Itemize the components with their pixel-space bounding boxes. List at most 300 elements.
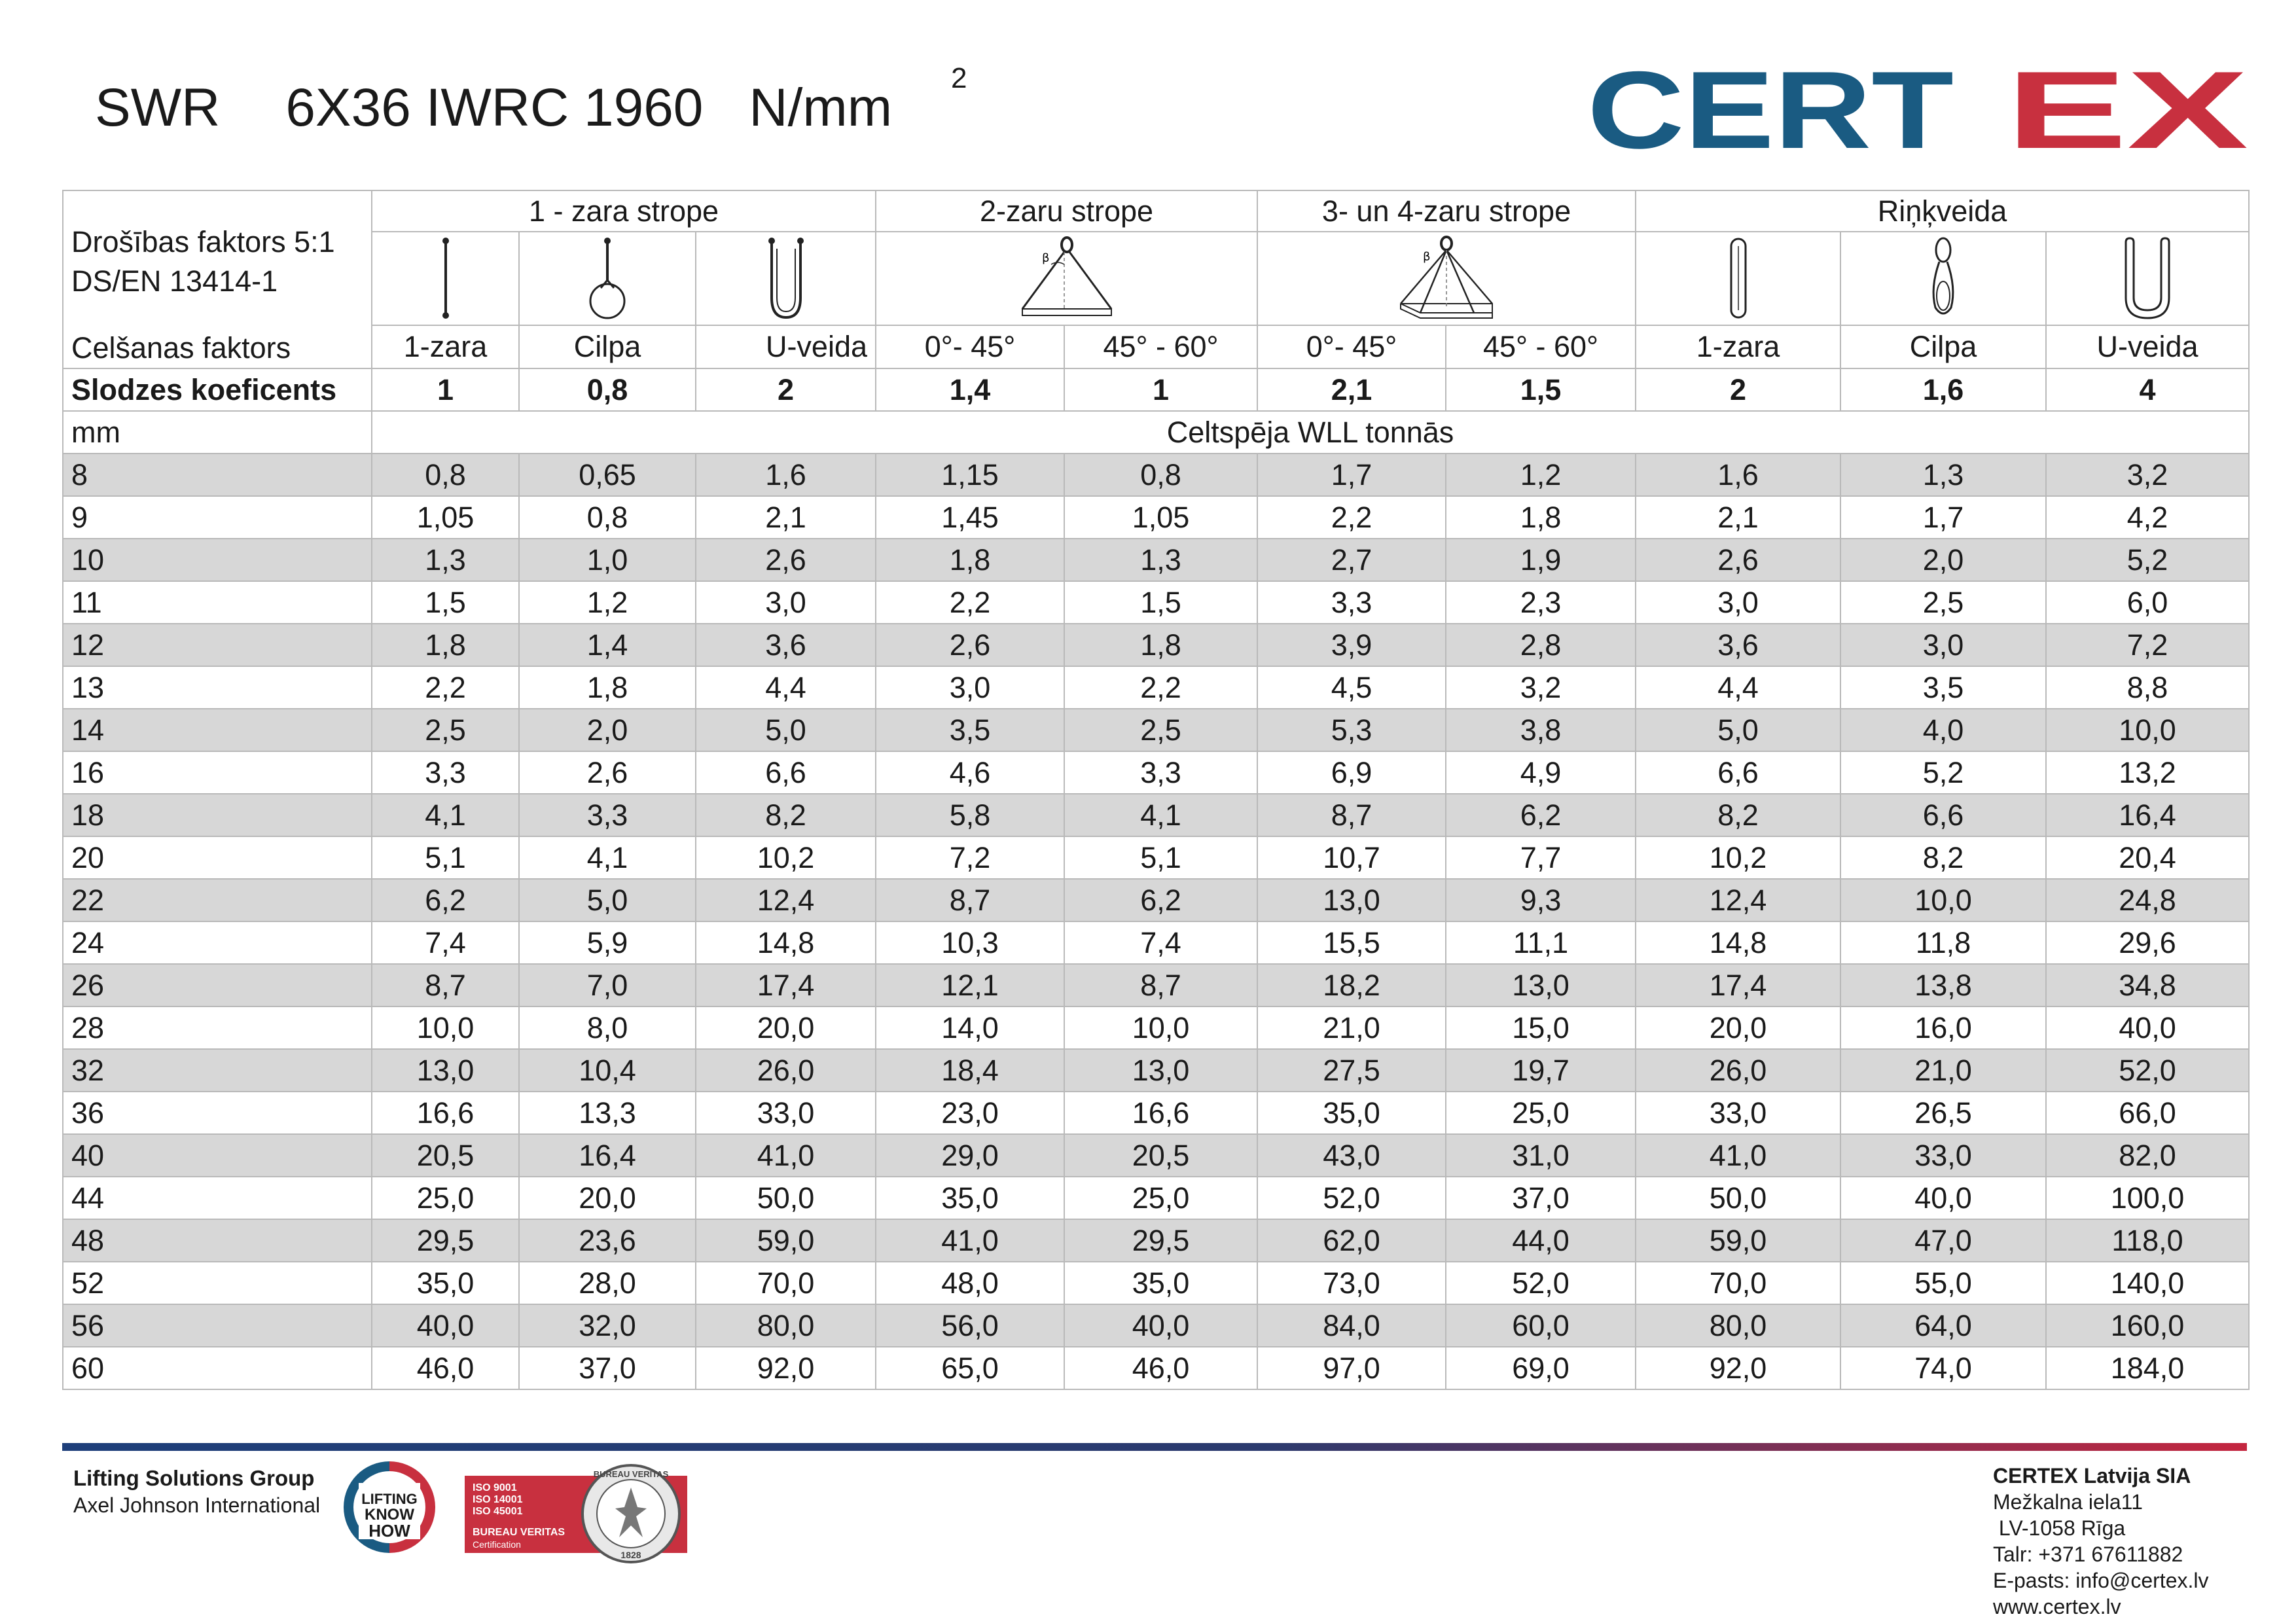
table-row bbox=[63, 1304, 2249, 1347]
capacity-cell: 6,2 bbox=[1446, 794, 1636, 836]
group-header-endless: Riņķveida bbox=[1636, 190, 2249, 232]
capacity-cell: 4,2 bbox=[2046, 496, 2249, 539]
capacity-cell: 74,0 bbox=[1840, 1347, 2046, 1389]
capacity-cell: 13,0 bbox=[1064, 1049, 1257, 1092]
capacity-cell: 2,7 bbox=[1257, 539, 1446, 581]
group-header-1-leg: 1 - zara strope bbox=[372, 190, 876, 232]
capacity-cell: 32,0 bbox=[519, 1304, 696, 1347]
four-leg-sling-icon bbox=[1257, 232, 1636, 325]
capacity-cell: 3,0 bbox=[696, 581, 876, 624]
capacity-cell: 10,0 bbox=[2046, 709, 2249, 751]
diameter-cell: 32 bbox=[63, 1049, 372, 1092]
capacity-cell: 21,0 bbox=[1257, 1007, 1446, 1049]
capacity-cell: 140,0 bbox=[2046, 1262, 2249, 1304]
diameter-cell: 13 bbox=[63, 666, 372, 709]
capacity-cell: 6,9 bbox=[1257, 751, 1446, 794]
capacity-cell: 70,0 bbox=[1636, 1262, 1840, 1304]
capacity-cell: 16,0 bbox=[1840, 1007, 2046, 1049]
capacity-cell: 13,8 bbox=[1840, 964, 2046, 1007]
diameter-cell: 10 bbox=[63, 539, 372, 581]
lifting-know-how-logo bbox=[340, 1458, 439, 1556]
capacity-cell: 5,8 bbox=[876, 794, 1064, 836]
capacity-cell: 7,7 bbox=[1446, 836, 1636, 879]
capacity-cell: 47,0 bbox=[1840, 1219, 2046, 1262]
capacity-cell: 34,8 bbox=[2046, 964, 2249, 1007]
capacity-cell: 1,6 bbox=[696, 454, 876, 496]
company-name: CERTEX Latvija SIA bbox=[1993, 1464, 2191, 1488]
group-header-3-4-leg: 3- un 4-zaru strope bbox=[1257, 190, 1636, 232]
capacity-cell: 8,2 bbox=[696, 794, 876, 836]
coef-value: 0,8 bbox=[519, 368, 696, 411]
title-swr: SWR bbox=[95, 78, 221, 137]
capacity-cell: 0,8 bbox=[519, 496, 696, 539]
capacity-cell: 8,7 bbox=[1257, 794, 1446, 836]
capacity-cell: 2,8 bbox=[1446, 624, 1636, 666]
lkh-line-2: KNOW bbox=[365, 1506, 414, 1524]
phone-line: Talr: +371 67611882 bbox=[1993, 1543, 2183, 1566]
certex-logo bbox=[1587, 71, 2248, 157]
capacity-cell: 20,5 bbox=[372, 1134, 519, 1177]
capacity-cell: 1,2 bbox=[519, 581, 696, 624]
sub-header-3: U-veida bbox=[696, 325, 876, 368]
capacity-cell: 24,8 bbox=[2046, 879, 2249, 921]
table-row bbox=[63, 1134, 2249, 1177]
capacity-cell: 55,0 bbox=[1840, 1262, 2046, 1304]
capacity-cell: 0,8 bbox=[1064, 454, 1257, 496]
capacity-cell: 6,2 bbox=[372, 879, 519, 921]
capacity-cell: 52,0 bbox=[1257, 1177, 1446, 1219]
website-line: www.certex.lv bbox=[1993, 1595, 2121, 1618]
capacity-cell: 80,0 bbox=[1636, 1304, 1840, 1347]
iso-line: Certification bbox=[473, 1539, 521, 1550]
table-row bbox=[63, 964, 2249, 1007]
iso-line: ISO 14001 bbox=[473, 1494, 523, 1505]
capacity-cell: 73,0 bbox=[1257, 1262, 1446, 1304]
capacity-cell: 1,5 bbox=[372, 581, 519, 624]
capacity-cell: 2,0 bbox=[1840, 539, 2046, 581]
data-rows bbox=[63, 454, 2249, 1389]
bureau-veritas-seal bbox=[579, 1461, 683, 1566]
capacity-cell: 13,2 bbox=[2046, 751, 2249, 794]
capacity-cell: 12,4 bbox=[1636, 879, 1840, 921]
diameter-cell: 14 bbox=[63, 709, 372, 751]
capacity-cell: 4,0 bbox=[1840, 709, 2046, 751]
diameter-cell: 40 bbox=[63, 1134, 372, 1177]
coef-value: 1,5 bbox=[1446, 368, 1636, 411]
coef-value: 1,4 bbox=[876, 368, 1064, 411]
capacity-cell: 4,5 bbox=[1257, 666, 1446, 709]
capacity-cell: 10,7 bbox=[1257, 836, 1446, 879]
coef-value: 2 bbox=[1636, 368, 1840, 411]
coef-label: Slodzes koeficents bbox=[63, 368, 372, 411]
capacity-cell: 14,8 bbox=[696, 921, 876, 964]
capacity-cell: 2,1 bbox=[1636, 496, 1840, 539]
coef-value: 1,6 bbox=[1840, 368, 2046, 411]
capacity-cell: 100,0 bbox=[2046, 1177, 2249, 1219]
capacity-cell: 60,0 bbox=[1446, 1304, 1636, 1347]
capacity-cell: 70,0 bbox=[696, 1262, 876, 1304]
capacity-cell: 20,5 bbox=[1064, 1134, 1257, 1177]
capacity-cell: 64,0 bbox=[1840, 1304, 2046, 1347]
capacity-cell: 8,0 bbox=[519, 1007, 696, 1049]
capacity-cell: 50,0 bbox=[1636, 1177, 1840, 1219]
capacity-cell: 1,9 bbox=[1446, 539, 1636, 581]
capacity-cell: 46,0 bbox=[372, 1347, 519, 1389]
capacity-cell: 16,6 bbox=[372, 1092, 519, 1134]
capacity-cell: 3,3 bbox=[1257, 581, 1446, 624]
capacity-cell: 3,6 bbox=[696, 624, 876, 666]
capacity-cell: 18,4 bbox=[876, 1049, 1064, 1092]
capacity-cell: 40,0 bbox=[372, 1304, 519, 1347]
capacity-cell: 7,4 bbox=[372, 921, 519, 964]
safety-info-cell bbox=[63, 190, 372, 368]
capacity-cell: 40,0 bbox=[1840, 1177, 2046, 1219]
capacity-cell: 29,0 bbox=[876, 1134, 1064, 1177]
capacity-cell: 1,2 bbox=[1446, 454, 1636, 496]
capacity-cell: 6,6 bbox=[1636, 751, 1840, 794]
coef-value: 1 bbox=[1064, 368, 1257, 411]
capacity-cell: 66,0 bbox=[2046, 1092, 2249, 1134]
two-leg-sling-icon bbox=[876, 232, 1257, 325]
title-unit: N/mm bbox=[749, 78, 893, 137]
capacity-cell: 15,0 bbox=[1446, 1007, 1636, 1049]
endless-u-icon bbox=[2046, 232, 2249, 325]
capacity-cell: 1,3 bbox=[1840, 454, 2046, 496]
sub-header-1: 1-zara bbox=[372, 325, 519, 368]
capacity-cell: 3,5 bbox=[876, 709, 1064, 751]
capacity-cell: 14,0 bbox=[876, 1007, 1064, 1049]
diameter-cell: 11 bbox=[63, 581, 372, 624]
capacity-cell: 2,6 bbox=[519, 751, 696, 794]
capacity-cell: 2,2 bbox=[1257, 496, 1446, 539]
table-row bbox=[63, 921, 2249, 964]
table-row bbox=[63, 879, 2249, 921]
capacity-cell: 29,5 bbox=[372, 1219, 519, 1262]
iso-text bbox=[473, 1482, 565, 1550]
capacity-cell: 9,3 bbox=[1446, 879, 1636, 921]
capacity-cell: 3,3 bbox=[519, 794, 696, 836]
table-row bbox=[63, 836, 2249, 879]
table-row bbox=[63, 666, 2249, 709]
capacity-cell: 2,5 bbox=[1064, 709, 1257, 751]
sub-header-7: 45° - 60° bbox=[1446, 325, 1636, 368]
capacity-cell: 2,5 bbox=[1840, 581, 2046, 624]
capacity-cell: 2,6 bbox=[876, 624, 1064, 666]
capacity-cell: 1,7 bbox=[1257, 454, 1446, 496]
capacity-cell: 10,4 bbox=[519, 1049, 696, 1092]
capacity-cell: 10,0 bbox=[372, 1007, 519, 1049]
capacity-cell: 59,0 bbox=[1636, 1219, 1840, 1262]
capacity-cell: 23,0 bbox=[876, 1092, 1064, 1134]
capacity-cell: 5,1 bbox=[1064, 836, 1257, 879]
svg-text:EX: EX bbox=[2006, 71, 2248, 157]
capacity-cell: 8,2 bbox=[1840, 836, 2046, 879]
capacity-cell: 2,6 bbox=[696, 539, 876, 581]
diameter-cell: 16 bbox=[63, 751, 372, 794]
capacity-cell: 3,3 bbox=[372, 751, 519, 794]
single-leg-icon bbox=[372, 232, 519, 325]
company-address bbox=[1993, 1463, 2208, 1620]
capacity-cell: 19,7 bbox=[1446, 1049, 1636, 1092]
diameter-cell: 60 bbox=[63, 1347, 372, 1389]
capacity-cell: 3,8 bbox=[1446, 709, 1636, 751]
capacity-cell: 41,0 bbox=[876, 1219, 1064, 1262]
capacity-label: Celtspēja WLL tonnās bbox=[372, 411, 2249, 454]
diameter-cell: 18 bbox=[63, 794, 372, 836]
safety-factor-label: Drošības faktors 5:1 bbox=[71, 225, 335, 259]
capacity-cell: 4,1 bbox=[519, 836, 696, 879]
capacity-cell: 6,2 bbox=[1064, 879, 1257, 921]
diameter-cell: 28 bbox=[63, 1007, 372, 1049]
capacity-cell: 8,7 bbox=[372, 964, 519, 1007]
capacity-cell: 0,8 bbox=[372, 454, 519, 496]
capacity-cell: 2,2 bbox=[876, 581, 1064, 624]
capacity-cell: 65,0 bbox=[876, 1347, 1064, 1389]
capacity-cell: 50,0 bbox=[696, 1177, 876, 1219]
capacity-cell: 17,4 bbox=[1636, 964, 1840, 1007]
capacity-cell: 16,6 bbox=[1064, 1092, 1257, 1134]
capacity-cell: 2,3 bbox=[1446, 581, 1636, 624]
iso-line: ISO 9001 bbox=[473, 1482, 517, 1493]
table-row bbox=[63, 1007, 2249, 1049]
sub-header-8: 1-zara bbox=[1636, 325, 1840, 368]
diameter-cell: 48 bbox=[63, 1219, 372, 1262]
svg-text:CERT: CERT bbox=[1587, 71, 1954, 157]
table-row bbox=[63, 496, 2249, 539]
capacity-cell: 11,1 bbox=[1446, 921, 1636, 964]
capacity-cell: 1,8 bbox=[372, 624, 519, 666]
capacity-cell: 56,0 bbox=[876, 1304, 1064, 1347]
capacity-cell: 2,6 bbox=[1636, 539, 1840, 581]
capacity-cell: 28,0 bbox=[519, 1262, 696, 1304]
capacity-cell: 1,3 bbox=[372, 539, 519, 581]
capacity-cell: 2,2 bbox=[1064, 666, 1257, 709]
capacity-cell: 7,0 bbox=[519, 964, 696, 1007]
capacity-cell: 4,6 bbox=[876, 751, 1064, 794]
capacity-cell: 3,0 bbox=[1840, 624, 2046, 666]
table-row bbox=[63, 624, 2249, 666]
group-subtitle: Axel Johnson International bbox=[73, 1493, 321, 1517]
diameter-cell: 44 bbox=[63, 1177, 372, 1219]
capacity-cell: 20,0 bbox=[696, 1007, 876, 1049]
capacity-cell: 17,4 bbox=[696, 964, 876, 1007]
capacity-cell: 1,5 bbox=[1064, 581, 1257, 624]
diameter-cell: 24 bbox=[63, 921, 372, 964]
capacity-cell: 97,0 bbox=[1257, 1347, 1446, 1389]
lkh-line-3: HOW bbox=[368, 1521, 410, 1541]
capacity-cell: 5,9 bbox=[519, 921, 696, 964]
capacity-cell: 1,8 bbox=[876, 539, 1064, 581]
capacity-cell: 20,0 bbox=[1636, 1007, 1840, 1049]
capacity-cell: 12,1 bbox=[876, 964, 1064, 1007]
diameter-cell: 12 bbox=[63, 624, 372, 666]
capacity-cell: 20,4 bbox=[2046, 836, 2249, 879]
capacity-cell: 1,8 bbox=[1446, 496, 1636, 539]
iso-line: ISO 45001 bbox=[473, 1506, 523, 1517]
capacity-cell: 41,0 bbox=[696, 1134, 876, 1177]
capacity-cell: 2,1 bbox=[696, 496, 876, 539]
iso-certification-badge bbox=[465, 1469, 687, 1560]
capacity-cell: 1,15 bbox=[876, 454, 1064, 496]
capacity-cell: 59,0 bbox=[696, 1219, 876, 1262]
coef-value: 4 bbox=[2046, 368, 2249, 411]
capacity-cell: 35,0 bbox=[372, 1262, 519, 1304]
diameter-cell: 52 bbox=[63, 1262, 372, 1304]
capacity-cell: 13,0 bbox=[1257, 879, 1446, 921]
capacity-cell: 1,8 bbox=[1064, 624, 1257, 666]
capacity-cell: 62,0 bbox=[1257, 1219, 1446, 1262]
capacity-cell: 43,0 bbox=[1257, 1134, 1446, 1177]
capacity-cell: 26,5 bbox=[1840, 1092, 2046, 1134]
coef-value: 1 bbox=[372, 368, 519, 411]
footer-divider bbox=[62, 1443, 2247, 1451]
capacity-cell: 46,0 bbox=[1064, 1347, 1257, 1389]
capacity-cell: 4,4 bbox=[1636, 666, 1840, 709]
endless-single-icon bbox=[1636, 232, 1840, 325]
capacity-cell: 1,4 bbox=[519, 624, 696, 666]
address-line: Mežkalna iela11 bbox=[1993, 1490, 2143, 1514]
capacity-cell: 80,0 bbox=[696, 1304, 876, 1347]
capacity-cell: 33,0 bbox=[1636, 1092, 1840, 1134]
capacity-cell: 3,6 bbox=[1636, 624, 1840, 666]
iso-line: BUREAU VERITAS bbox=[473, 1527, 565, 1538]
table-row bbox=[63, 1177, 2249, 1219]
capacity-cell: 84,0 bbox=[1257, 1304, 1446, 1347]
diameter-cell: 26 bbox=[63, 964, 372, 1007]
capacity-cell: 3,2 bbox=[2046, 454, 2249, 496]
page-title bbox=[95, 62, 967, 139]
table-row bbox=[63, 454, 2249, 496]
endless-choke-icon bbox=[1840, 232, 2046, 325]
capacity-cell: 35,0 bbox=[1064, 1262, 1257, 1304]
capacity-cell: 8,8 bbox=[2046, 666, 2249, 709]
u-sling-icon bbox=[696, 232, 876, 325]
diameter-cell: 9 bbox=[63, 496, 372, 539]
title-rope-spec: 6X36 IWRC 1960 bbox=[285, 78, 704, 137]
lkh-line-1: LIFTING bbox=[361, 1491, 418, 1507]
diameter-cell: 8 bbox=[63, 454, 372, 496]
capacity-cell: 4,1 bbox=[1064, 794, 1257, 836]
capacity-cell: 2,0 bbox=[519, 709, 696, 751]
capacity-cell: 6,0 bbox=[2046, 581, 2249, 624]
capacity-cell: 29,6 bbox=[2046, 921, 2249, 964]
capacity-cell: 33,0 bbox=[1840, 1134, 2046, 1177]
table-row bbox=[63, 1092, 2249, 1134]
capacity-cell: 20,0 bbox=[519, 1177, 696, 1219]
capacity-cell: 52,0 bbox=[2046, 1049, 2249, 1092]
capacity-cell: 8,2 bbox=[1636, 794, 1840, 836]
capacity-cell: 37,0 bbox=[519, 1347, 696, 1389]
capacity-cell: 5,0 bbox=[1636, 709, 1840, 751]
capacity-cell: 3,0 bbox=[876, 666, 1064, 709]
capacity-cell: 16,4 bbox=[2046, 794, 2249, 836]
capacity-cell: 5,3 bbox=[1257, 709, 1446, 751]
capacity-cell: 13,3 bbox=[519, 1092, 696, 1134]
capacity-cell: 31,0 bbox=[1446, 1134, 1636, 1177]
capacity-cell: 25,0 bbox=[372, 1177, 519, 1219]
diameter-cell: 56 bbox=[63, 1304, 372, 1347]
sub-header-9: Cilpa bbox=[1840, 325, 2046, 368]
group-header-2-leg: 2-zaru strope bbox=[876, 190, 1257, 232]
capacity-cell: 2,2 bbox=[372, 666, 519, 709]
capacity-cell: 13,0 bbox=[372, 1049, 519, 1092]
capacity-cell: 8,7 bbox=[876, 879, 1064, 921]
capacity-cell: 1,0 bbox=[519, 539, 696, 581]
capacity-cell: 10,0 bbox=[1840, 879, 2046, 921]
title-unit-exponent: 2 bbox=[951, 62, 967, 94]
table-row bbox=[63, 581, 2249, 624]
capacity-cell: 6,6 bbox=[1840, 794, 2046, 836]
capacity-cell: 27,5 bbox=[1257, 1049, 1446, 1092]
table-row bbox=[63, 709, 2249, 751]
standard-label: DS/EN 13414-1 bbox=[71, 264, 278, 298]
diameter-cell: 36 bbox=[63, 1092, 372, 1134]
diameter-cell: 20 bbox=[63, 836, 372, 879]
capacity-cell: 6,6 bbox=[696, 751, 876, 794]
coefficient-row bbox=[63, 368, 2249, 411]
table-row bbox=[63, 1219, 2249, 1262]
capacity-cell: 44,0 bbox=[1446, 1219, 1636, 1262]
capacity-cell: 1,8 bbox=[519, 666, 696, 709]
table-row bbox=[63, 751, 2249, 794]
capacity-cell: 26,0 bbox=[696, 1049, 876, 1092]
capacity-cell: 10,2 bbox=[696, 836, 876, 879]
capacity-cell: 69,0 bbox=[1446, 1347, 1636, 1389]
capacity-cell: 11,8 bbox=[1840, 921, 2046, 964]
mm-label: mm bbox=[63, 411, 372, 454]
capacity-cell: 5,1 bbox=[372, 836, 519, 879]
capacity-cell: 1,6 bbox=[1636, 454, 1840, 496]
capacity-cell: 16,4 bbox=[519, 1134, 696, 1177]
capacity-cell: 23,6 bbox=[519, 1219, 696, 1262]
capacity-cell: 52,0 bbox=[1446, 1262, 1636, 1304]
capacity-cell: 25,0 bbox=[1446, 1092, 1636, 1134]
capacity-cell: 10,0 bbox=[1064, 1007, 1257, 1049]
capacity-cell: 92,0 bbox=[1636, 1347, 1840, 1389]
sub-header-2: Cilpa bbox=[519, 325, 696, 368]
capacity-cell: 40,0 bbox=[1064, 1304, 1257, 1347]
capacity-cell: 3,3 bbox=[1064, 751, 1257, 794]
capacity-cell: 0,65 bbox=[519, 454, 696, 496]
capacity-cell: 5,0 bbox=[696, 709, 876, 751]
capacity-cell: 4,9 bbox=[1446, 751, 1636, 794]
capacity-cell: 4,4 bbox=[696, 666, 876, 709]
bv-text: BUREAU VERITAS bbox=[593, 1469, 669, 1479]
coef-value: 2 bbox=[696, 368, 876, 411]
capacity-cell: 8,7 bbox=[1064, 964, 1257, 1007]
capacity-cell: 82,0 bbox=[2046, 1134, 2249, 1177]
capacity-cell: 26,0 bbox=[1636, 1049, 1840, 1092]
capacity-cell: 35,0 bbox=[1257, 1092, 1446, 1134]
capacity-cell: 10,3 bbox=[876, 921, 1064, 964]
capacity-cell: 29,5 bbox=[1064, 1219, 1257, 1262]
capacity-cell: 3,0 bbox=[1636, 581, 1840, 624]
capacity-cell: 1,45 bbox=[876, 496, 1064, 539]
capacity-cell: 3,5 bbox=[1840, 666, 2046, 709]
table-row bbox=[63, 794, 2249, 836]
table-row bbox=[63, 539, 2249, 581]
capacity-cell: 92,0 bbox=[696, 1347, 876, 1389]
diameter-cell: 22 bbox=[63, 879, 372, 921]
capacity-cell: 1,7 bbox=[1840, 496, 2046, 539]
capacity-cell: 7,2 bbox=[876, 836, 1064, 879]
capacity-cell: 5,0 bbox=[519, 879, 696, 921]
capacity-cell: 1,05 bbox=[1064, 496, 1257, 539]
capacity-cell: 35,0 bbox=[876, 1177, 1064, 1219]
capacity-cell: 118,0 bbox=[2046, 1219, 2249, 1262]
sub-header-5: 45° - 60° bbox=[1064, 325, 1257, 368]
capacity-cell: 41,0 bbox=[1636, 1134, 1840, 1177]
